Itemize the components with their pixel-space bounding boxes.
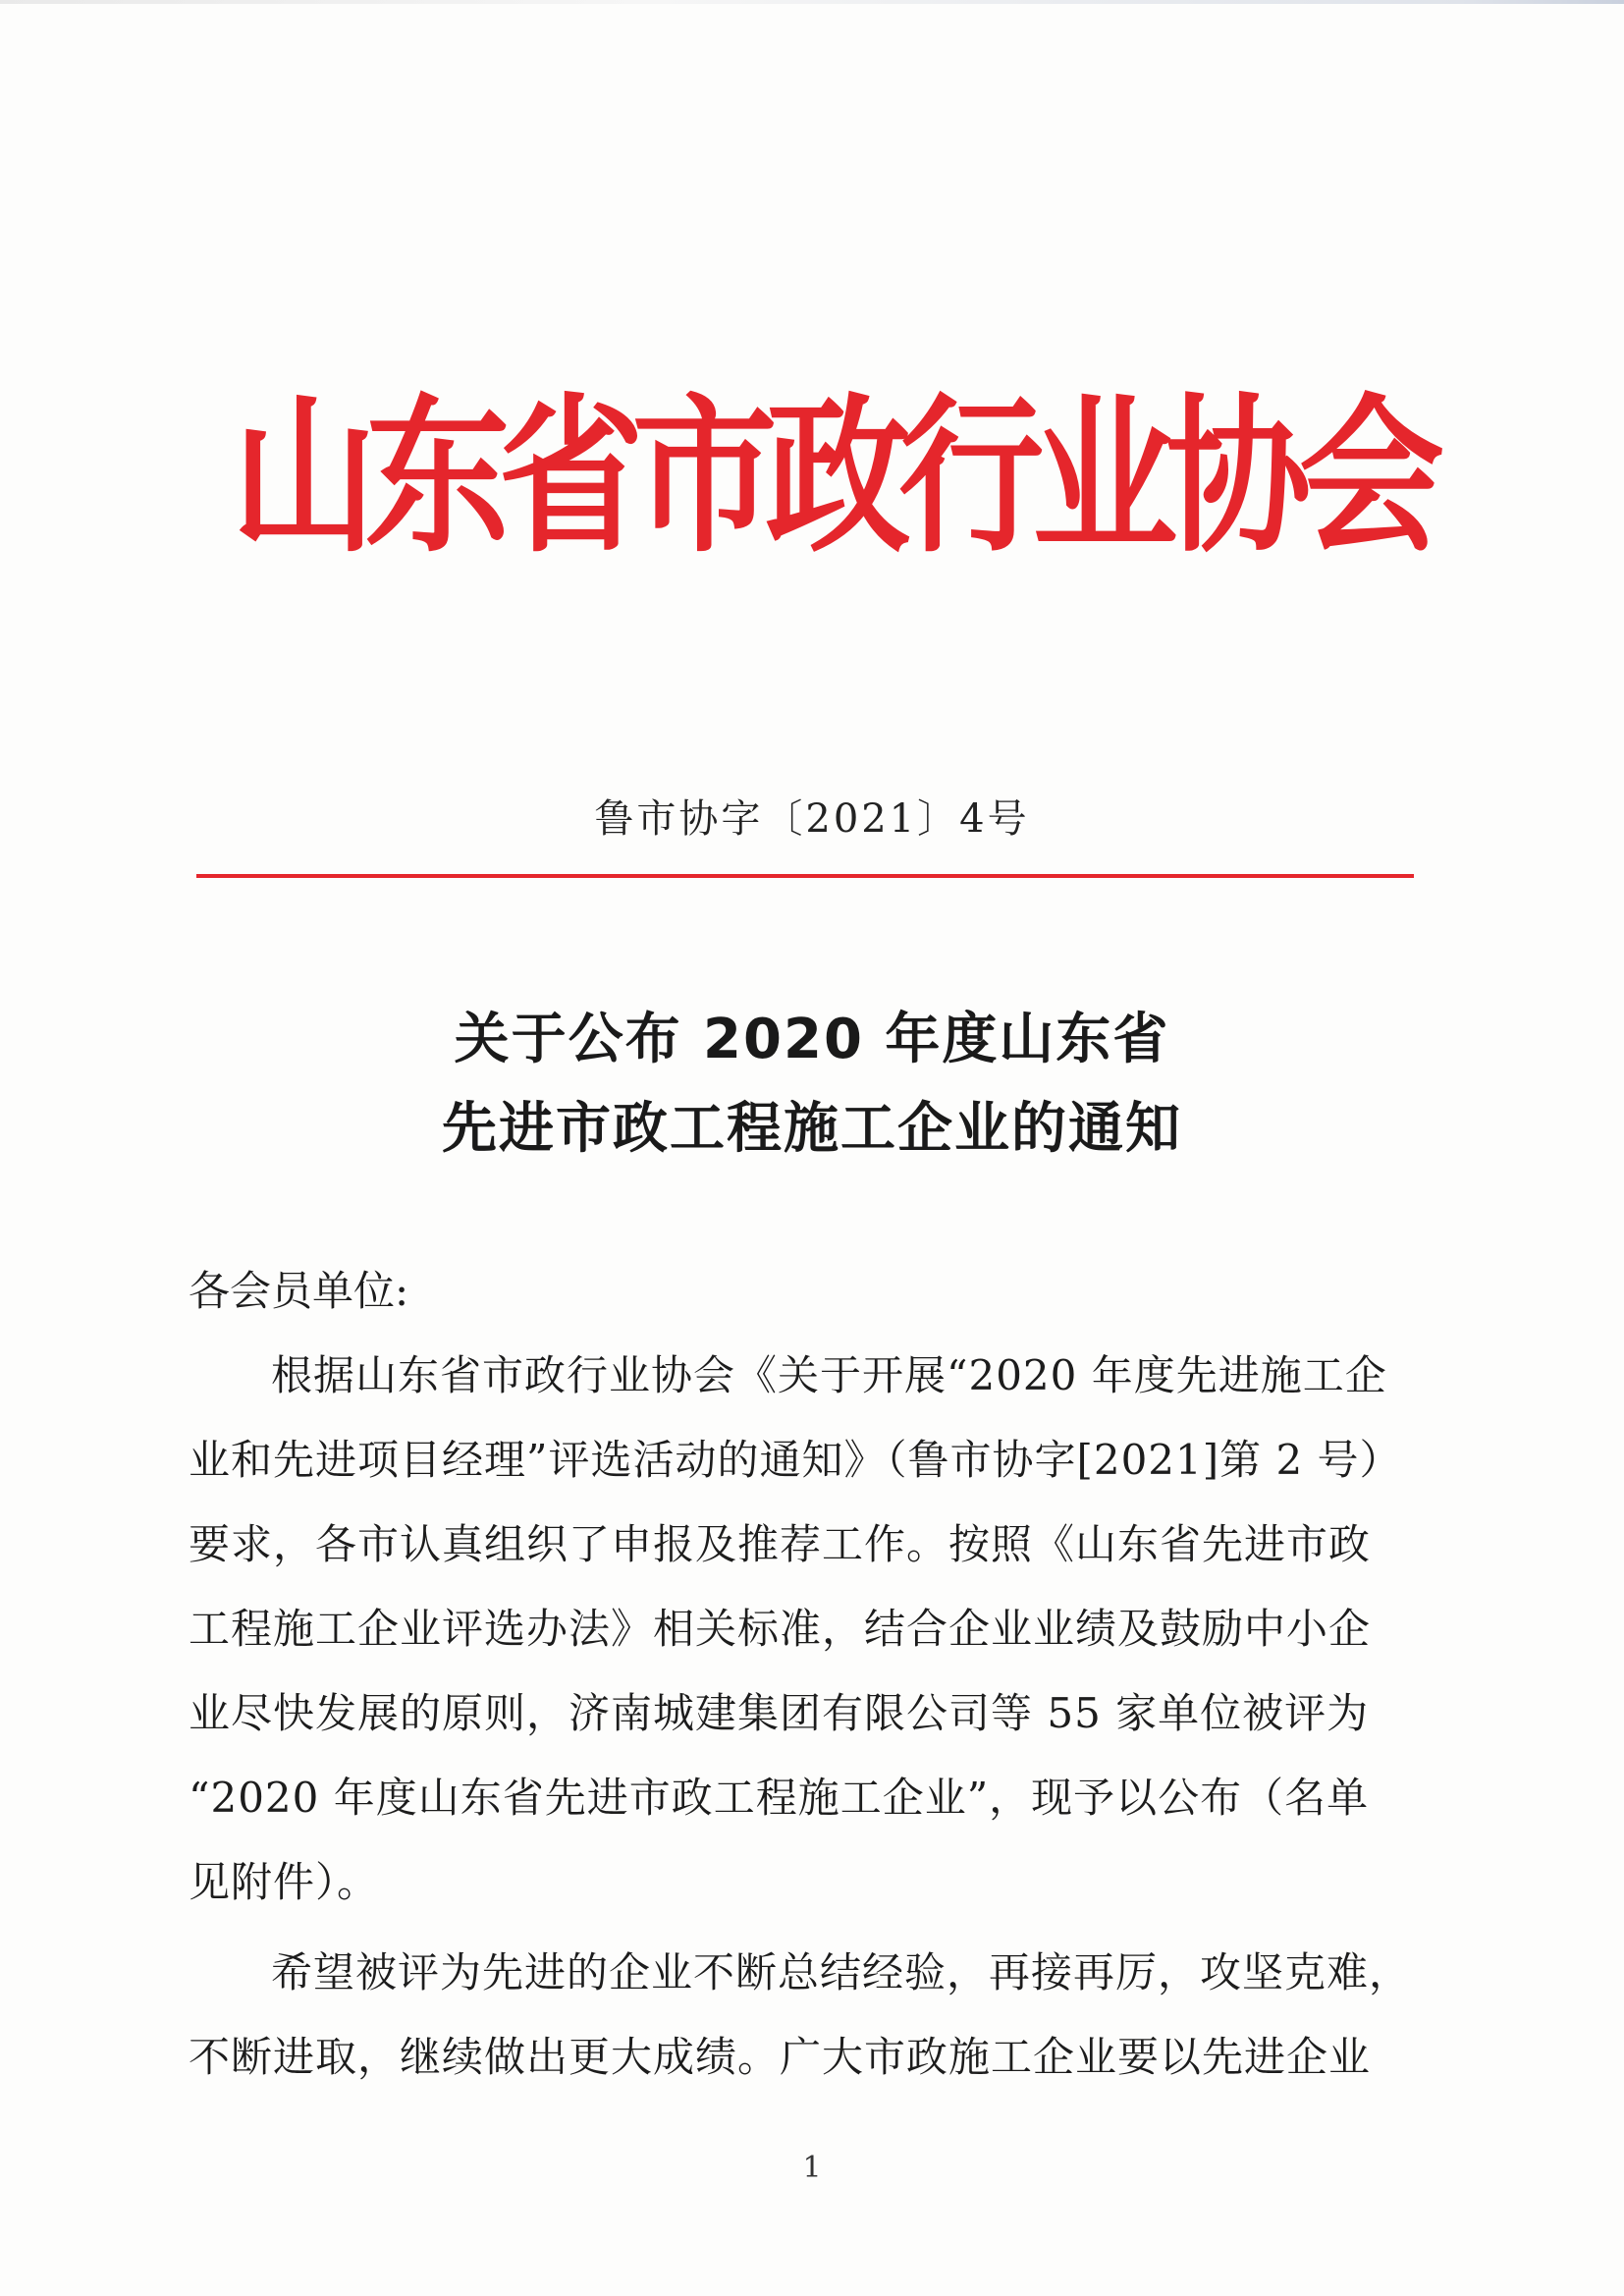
paragraph-1-line: 要求，各市认真组织了申报及推荐工作。按照《山东省先进市政 [189, 1520, 1372, 1568]
letterhead-title: 山东省市政行业协会 [232, 378, 1433, 575]
paragraph-1-line: “2020 年度山东省先进市政工程施工企业”，现予以公布（名单 [189, 1774, 1370, 1822]
paragraph-2-line: 不断进取，继续做出更大成绩。广大市政施工企业要以先进企业 [189, 2033, 1372, 2081]
paragraph-2-line: 希望被评为先进的企业不断总结经验，再接再厉，攻坚克难， [271, 1948, 1412, 1996]
notice-title-line-2: 先进市政工程施工企业的通知 [442, 1097, 1182, 1161]
paragraph-1-line: 见附件）。 [189, 1858, 380, 1906]
paragraph-1-line: 工程施工企业评选办法》相关标准，结合企业业绩及鼓励中小企 [189, 1605, 1372, 1653]
salutation: 各会员单位: [189, 1267, 409, 1315]
document-number: 鲁市协字〔2021〕4号 [594, 796, 1030, 842]
paragraph-1-line: 根据山东省市政行业协会《关于开展“2020 年度先进施工企 [271, 1351, 1387, 1399]
page-number: 1 [802, 2151, 822, 2185]
paragraph-1-line: 业和先进项目经理”评选活动的通知》（鲁市协字[2021]第 2 号） [189, 1436, 1402, 1484]
paragraph-1-line: 业尽快发展的原则，济南城建集团有限公司等 55 家单位被评为 [189, 1689, 1370, 1737]
red-divider [196, 874, 1414, 878]
notice-title-line-1: 关于公布 2020 年度山东省 [454, 1008, 1170, 1071]
scan-edge [0, 0, 1624, 4]
